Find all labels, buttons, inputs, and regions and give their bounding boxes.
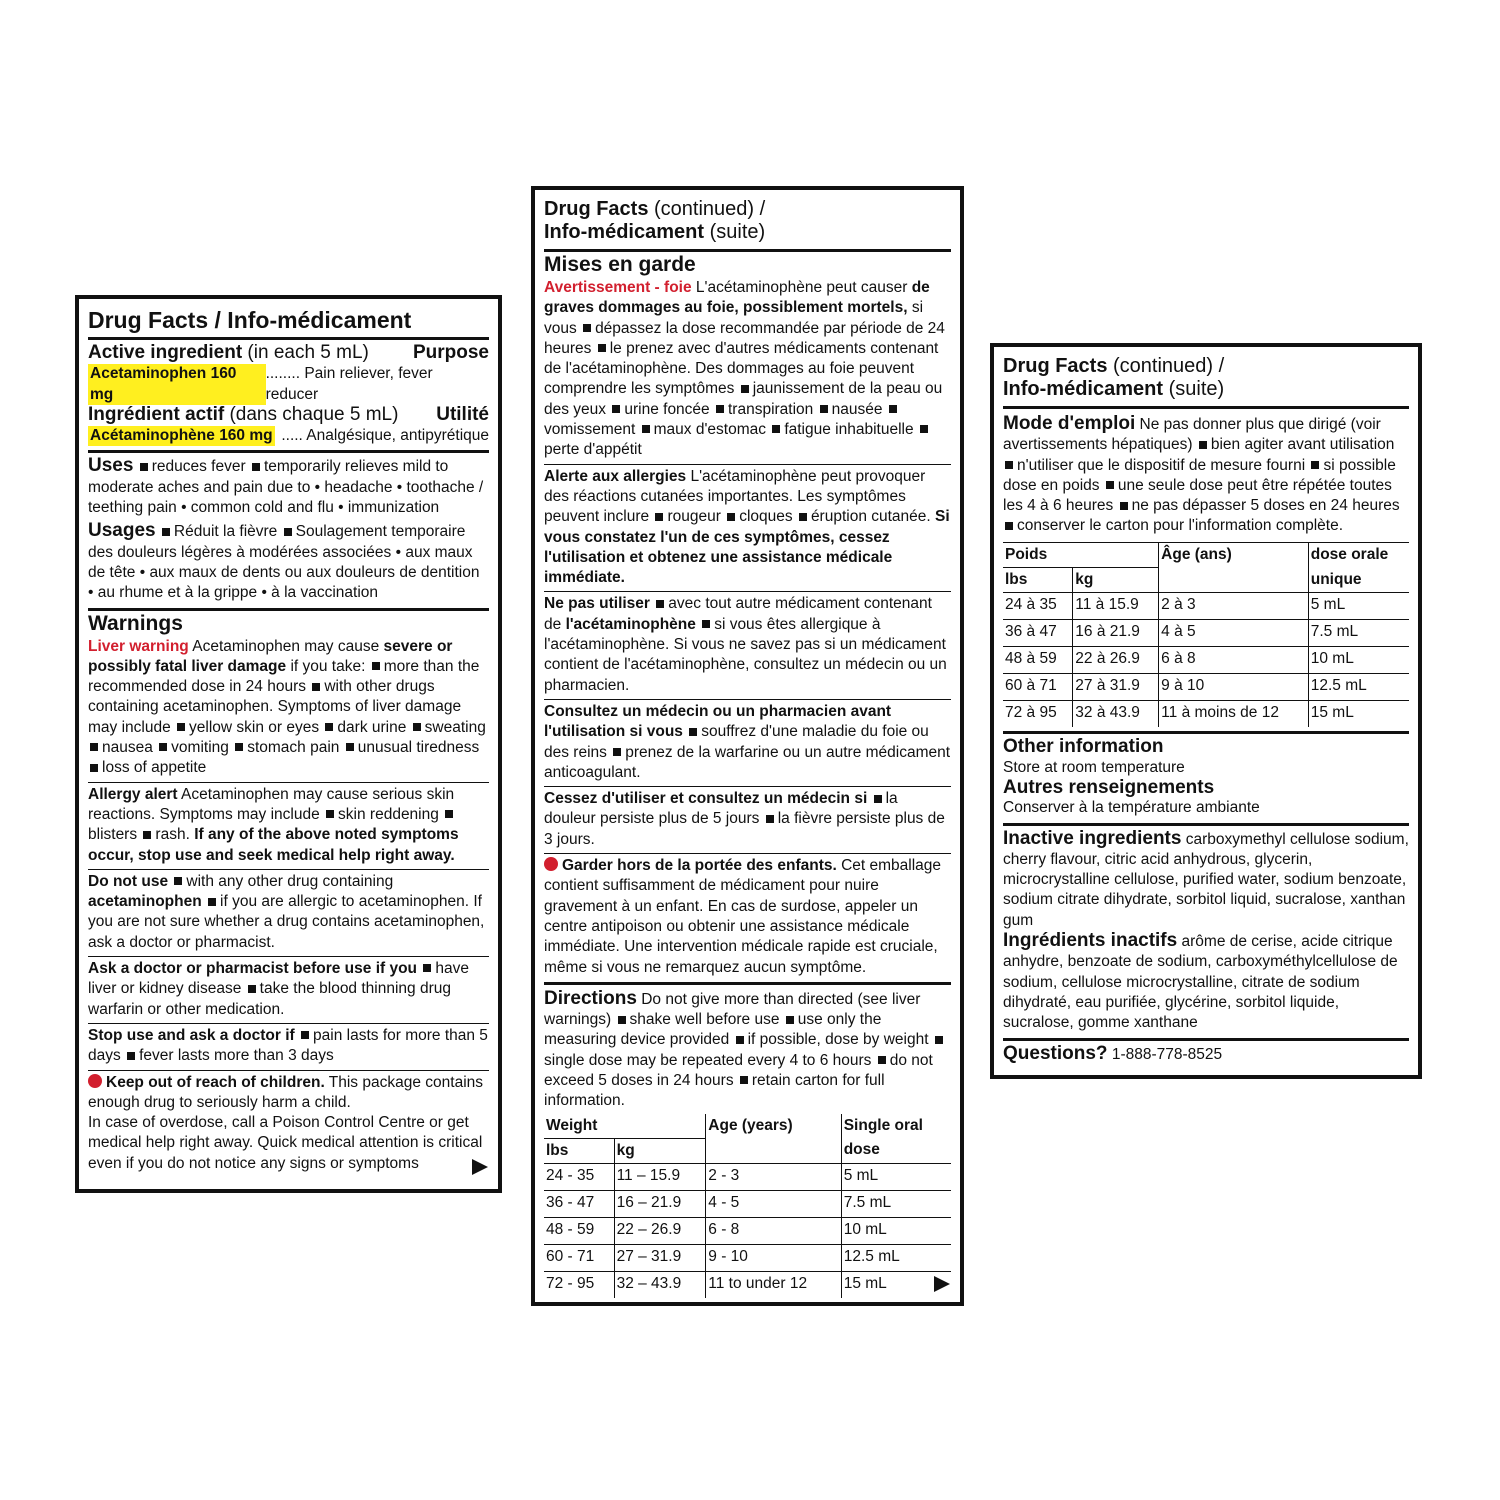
other-information-section — [1003, 734, 1409, 825]
bullet-square-icon — [618, 1016, 626, 1024]
foie-b1: dépassez la dose recommandée par période de 24 heures — [544, 319, 945, 357]
bullet-square-icon — [326, 810, 334, 818]
bullet-square-icon — [248, 985, 256, 993]
allergie-bold: Si vous constatez l'un de ces symptômes, cessez l'utilisation et obtenez une assistance médicale immédiate. — [544, 508, 950, 587]
uses-text-2: temporarily relieves mild to moderate aches and pain due to • headache • toothache / teething pain • common cold and flu • immunization — [88, 458, 484, 517]
dosing-table-cell: 16 – 21.9 — [614, 1191, 706, 1218]
garder-label: Garder hors de la portée des enfants. — [562, 857, 837, 875]
th-dose-fr: dose orale — [1310, 545, 1389, 563]
warnings-section — [88, 611, 489, 1178]
active-heading: Active ingredient — [88, 342, 243, 363]
drug-facts-panel-1 — [75, 295, 502, 1193]
th-dose2: dose — [841, 1138, 951, 1163]
allergy-text: Acetaminophen may cause serious skin reactions. Symptoms may include — [88, 785, 455, 823]
ingredient-highlight: Acetaminophen 160 mg — [88, 364, 266, 405]
bullet-square-icon — [1120, 502, 1128, 510]
inactive-text: carboxymethyl cellulose sodium, cherry flavour, citric acid anhydrous, glycerin, microcrystalline cellulose, purified water, sodium benzoate, sodium citrate dihydrate, sorbitol liquid, sucralose, xanthan gum — [1003, 830, 1409, 929]
mode-b5: ne pas dépasser 5 doses en 24 heures — [1131, 497, 1400, 515]
allergie-b3: éruption cutanée. — [810, 508, 936, 526]
dosage-table-fr-row — [1003, 701, 1409, 728]
dosage-table-fr-cell: 72 à 95 — [1003, 701, 1073, 728]
stop-use — [88, 1024, 489, 1071]
bullet-square-icon — [372, 662, 380, 670]
bullet-square-icon — [598, 344, 606, 352]
nepas-text-1: avec tout autre médicament contenant de — [544, 595, 932, 633]
dosing-table-cell: 5 mL — [841, 1164, 951, 1191]
ne-pas-utiliser — [544, 592, 951, 699]
title-note: (continued) / — [648, 198, 766, 220]
warnings-heading: Warnings — [88, 611, 183, 635]
title-note: (continued) / — [1107, 355, 1225, 377]
title-bold: Drug Facts — [544, 198, 649, 220]
other-heading: Other information — [1003, 736, 1164, 758]
liver-b2: with other drugs containing acetaminophen. Symptoms of liver damage may include — [88, 678, 462, 736]
liver-b9: unusual tiredness — [357, 739, 480, 757]
dosing-table-row — [544, 1218, 951, 1245]
cessez-text-1: la douleur persiste plus de 5 jours — [544, 790, 898, 828]
bullet-square-icon — [1106, 481, 1114, 489]
th-poids: Poids — [1003, 542, 1159, 567]
consultez-medecin — [544, 700, 951, 787]
ask-text-1: have liver or kidney disease — [88, 960, 469, 998]
uses-text-1: reduces fever — [151, 458, 246, 476]
dosage-table-fr-row — [1003, 647, 1409, 674]
keep-text-2: In case of overdose, call a Poison Control Centre or get medical help right away. Quick medical attention is critical even if you do not notice any signs or symptoms — [88, 1114, 483, 1172]
allergy-bold: If any of the above noted symptoms occur, stop use and seek medical help right away. — [88, 826, 459, 864]
allergie-label: Alerte aux allergies — [544, 467, 687, 485]
drug-facts-panel-3 — [990, 343, 1422, 1079]
fr-purpose-text: ..... Analgésique, antipyrétique — [281, 427, 489, 445]
mode-emploi-section — [1003, 409, 1409, 734]
autres-heading: Autres renseignements — [1003, 776, 1215, 798]
dosing-table-cell: 22 – 26.9 — [614, 1218, 706, 1245]
bullet-square-icon — [766, 815, 774, 823]
bullet-square-icon — [1005, 522, 1013, 530]
dosing-table-cell: 12.5 mL — [841, 1245, 951, 1272]
liver-b6: nausea — [102, 739, 153, 757]
cessez-label: Cessez d'utiliser et consultez un médecin si — [544, 790, 868, 808]
bullet-square-icon — [127, 1052, 135, 1060]
bullet-square-icon — [656, 600, 664, 608]
panel-title — [544, 193, 951, 252]
stop-text-2: fever lasts more than 3 days — [139, 1047, 334, 1065]
dosage-table-fr-cell: 22 à 26.9 — [1073, 647, 1159, 674]
red-dot-icon — [88, 1074, 102, 1088]
foie-b3: jaunissement de la peau ou des yeux — [544, 380, 943, 418]
foie-bold: de graves dommages au foie, possiblement mortels, — [544, 279, 930, 317]
dosage-table-fr-cell: 11 à moins de 12 — [1159, 701, 1309, 728]
nepas-label: Ne pas utiliser — [544, 595, 650, 613]
bullet-square-icon — [772, 425, 780, 433]
directions-b1: shake well before use — [629, 1011, 780, 1029]
bullet-square-icon — [252, 463, 260, 471]
dosing-table-cell: 48 - 59 — [544, 1218, 614, 1245]
bullet-square-icon — [716, 405, 724, 413]
bullet-square-icon — [612, 405, 620, 413]
ask-label: Ask a doctor or pharmacist before use if you — [88, 960, 418, 978]
dosing-table-cell: 4 - 5 — [706, 1191, 841, 1218]
th-age: Age (years) — [706, 1114, 841, 1164]
liver-b3: yellow skin or eyes — [189, 718, 320, 736]
bullet-square-icon — [235, 743, 243, 751]
inactifs-heading: Ingrédients inactifs — [1003, 930, 1178, 952]
dosage-table-fr-cell: 4 à 5 — [1159, 620, 1309, 647]
foie-text-2: si vous — [544, 299, 924, 337]
bullet-square-icon — [583, 324, 591, 332]
bullet-square-icon — [820, 405, 828, 413]
allergy-label: Allergy alert — [88, 785, 178, 803]
directions-b5: do not exceed 5 doses in 24 hours — [544, 1051, 933, 1089]
do-not-use-text-1: with any other drug containing — [186, 872, 394, 890]
nepas-text-2: si vous êtes allergique à l'acétaminophène. Si vous ne savez pas si un médicament contient de l'acétaminophène, consultez un médecin ou un pharmacien. — [544, 615, 947, 694]
usages-text-2: Soulagement temporaire des douleurs légères à modérées associées • aux maux de tête • aux maux de dents ou aux douleurs de dentition • au rhume et à la grippe • à la vaccination — [88, 523, 480, 602]
liver-b8: stomach pain — [247, 739, 340, 757]
usages-heading: Usages — [88, 520, 156, 542]
bullet-square-icon — [878, 1056, 886, 1064]
dosage-table-fr-cell: 48 à 59 — [1003, 647, 1073, 674]
dosing-table-cell: 7.5 mL — [841, 1191, 951, 1218]
mode-b3: si possible dose en poids — [1003, 456, 1396, 494]
allergie-b1: rougeur — [667, 508, 721, 526]
continue-arrow-icon — [472, 1159, 488, 1175]
consultez-label: Consultez un médecin ou un pharmacien avant l'utilisation si vous — [544, 702, 892, 741]
dosage-table-fr-cell: 24 à 35 — [1003, 593, 1073, 620]
foie-b4: urine foncée — [624, 400, 710, 418]
do-not-use-bold: acetaminophen — [88, 893, 202, 911]
liver-b7: vomiting — [171, 739, 229, 757]
liver-b4: dark urine — [337, 718, 407, 736]
allergie-b2: cloques — [739, 508, 793, 526]
dosing-table — [544, 1114, 951, 1299]
garder-text: Cet emballage contient suffisamment de médicament pour nuire gravement à un enfant. En cas de surdose, appeler un centre antipoison ou obtenir une assistance médicale immédiate. Une intervention médicale rapide est cruciale, même si vous ne remarquez aucun symptôme. — [544, 857, 942, 976]
liver-text-2: if you take: — [286, 657, 366, 675]
active-note: (in each 5 mL) — [242, 342, 369, 363]
avertissement-foie — [544, 276, 951, 465]
bullet-square-icon — [740, 1076, 748, 1084]
bullet-square-icon — [208, 898, 216, 906]
mode-text: Ne pas donner plus que dirigé (voir avertissements hépatiques) — [1003, 416, 1381, 454]
mode-b1: bien agiter avant utilisation — [1210, 436, 1395, 454]
bullet-square-icon — [613, 748, 621, 756]
active-ingredient-section — [88, 340, 489, 453]
bullet-square-icon — [736, 1036, 744, 1044]
title2-note: (suite) — [1163, 378, 1225, 400]
purpose-text: ........ Pain reliever, fever reducer — [265, 365, 433, 403]
dosing-table-row — [544, 1164, 951, 1191]
th-lbs-fr: lbs — [1003, 568, 1073, 593]
do-not-use — [88, 870, 489, 957]
bullet-square-icon — [642, 425, 650, 433]
ask-doctor — [88, 957, 489, 1024]
dosage-table-fr-cell: 9 à 10 — [1159, 674, 1309, 701]
th-weight: Weight — [544, 1114, 706, 1139]
purpose-label: Purpose — [412, 342, 489, 363]
allergy-b1: skin reddening — [338, 805, 439, 823]
foie-b2: le prenez avec d'autres médicaments contenant de l'acétaminophène. Des dommages au foie peuvent comprendre les symptômes — [544, 339, 939, 398]
directions-b4: single dose may be repeated every 4 to 6 hours — [544, 1051, 872, 1069]
cessez-utiliser — [544, 787, 951, 854]
mode-b4: une seule dose peut être répétée toutes les 4 à 6 heures — [1003, 476, 1392, 515]
foie-b8: maux d'estomac — [653, 421, 766, 439]
mode-b2: n'utiliser que le dispositif de mesure fourni — [1017, 456, 1306, 474]
fr-active-heading: Ingrédient actif — [88, 403, 225, 425]
dosage-table-fr-cell: 36 à 47 — [1003, 620, 1073, 647]
th-lbs: lbs — [544, 1138, 614, 1163]
th-kg: kg — [614, 1138, 706, 1163]
bullet-square-icon — [920, 425, 928, 433]
bullet-square-icon — [1005, 461, 1013, 469]
title2-bold: Info-médicament — [1003, 378, 1164, 400]
dosage-table-fr-cell: 7.5 mL — [1308, 620, 1409, 647]
dosing-table-cell: 60 - 71 — [544, 1245, 614, 1272]
th-dose2-fr: unique — [1308, 568, 1409, 593]
dosage-table-fr-cell: 2 à 3 — [1159, 593, 1309, 620]
bullet-square-icon — [143, 831, 151, 839]
dosage-table-fr-cell: 10 mL — [1308, 647, 1409, 674]
keep-label: Keep out of reach of children. — [106, 1073, 325, 1091]
dosing-table-row — [544, 1191, 951, 1218]
dosing-table-cell: 36 - 47 — [544, 1191, 614, 1218]
stop-label: Stop use and ask a doctor if — [88, 1026, 295, 1044]
bullet-square-icon — [741, 385, 749, 393]
allergy-b2: blisters — [88, 826, 138, 844]
red-dot-icon — [544, 857, 558, 871]
dosing-table-row — [544, 1245, 951, 1272]
dosing-table-row — [544, 1272, 951, 1299]
panel-title: Drug Facts / Info-médicament — [88, 302, 489, 340]
directions-section — [544, 985, 951, 1302]
cessez-text-2: la fièvre persiste plus de 3 jours. — [544, 810, 945, 848]
bullet-square-icon — [445, 810, 453, 818]
dosage-table-fr-cell: 6 à 8 — [1159, 647, 1309, 674]
stop-text-1: pain lasts for more than 5 days — [88, 1026, 488, 1065]
dosage-table-fr — [1003, 542, 1409, 728]
autres-text: Conserver à la température ambiante — [1003, 799, 1260, 817]
dosing-table-cell: 10 mL — [841, 1218, 951, 1245]
directions-b2: use only the measuring device provided — [544, 1011, 882, 1049]
liver-b10: loss of appetite — [102, 759, 207, 777]
consultez-text-1: souffrez d'une maladie du foie ou des reins — [544, 723, 929, 761]
bullet-square-icon — [90, 764, 98, 772]
bullet-square-icon — [140, 463, 148, 471]
bullet-square-icon — [90, 743, 98, 751]
bullet-square-icon — [177, 723, 185, 731]
th-dose: Single oral — [843, 1116, 923, 1134]
foie-b6: nausée — [831, 400, 883, 418]
bullet-square-icon — [174, 877, 182, 885]
foie-b7: vomissement — [544, 421, 636, 439]
directions-b3: if possible, dose by weight — [747, 1031, 929, 1049]
directions-b6: retain carton for full information. — [544, 1071, 885, 1110]
uses-section — [88, 453, 489, 610]
other-text: Store at room temperature — [1003, 758, 1185, 776]
liver-b1: more than the recommended dose in 24 hours — [88, 657, 480, 696]
nepas-bold: l'acétaminophène — [565, 615, 696, 633]
bullet-square-icon — [423, 964, 431, 972]
directions-heading: Directions — [544, 987, 637, 1009]
dosing-table-cell: 24 - 35 — [544, 1164, 614, 1191]
alerte-allergies — [544, 465, 951, 593]
garder-hors-portee — [544, 854, 951, 978]
foie-b5: transpiration — [727, 400, 814, 418]
bullet-square-icon — [301, 1031, 309, 1039]
mode-b6: conserver le carton pour l'information complète. — [1017, 517, 1344, 535]
bullet-square-icon — [727, 513, 735, 521]
questions-label: Questions? — [1003, 1042, 1108, 1064]
bullet-square-icon — [935, 1036, 943, 1044]
do-not-use-text-2: if you are allergic to acetaminophen. If you are not sure whether a drug contains acetaminophen, ask a doctor or pharmacist. — [88, 893, 485, 951]
consultez-text-2: prenez de la warfarine ou un autre médicament anticoagulant. — [544, 743, 951, 781]
dosage-table-fr-row — [1003, 620, 1409, 647]
foie-b10: perte d'appétit — [544, 441, 642, 459]
directions-text: Do not give more than directed (see liver warnings) — [544, 990, 921, 1029]
dosage-table-fr-cell: 27 à 31.9 — [1073, 674, 1159, 701]
dosing-table-cell: 6 - 8 — [706, 1218, 841, 1245]
bullet-square-icon — [413, 723, 421, 731]
inactifs-text: arôme de cerise, acide citrique anhydre, benzoate de sodium, carboxyméthylcellulose de sodium, cellulose microcrystalline, citrate de sodium dihydraté, eau purifiée, glycérine, sorbitol liquide, sucralose, gomme xanthane — [1003, 933, 1398, 1032]
fr-ingredient-highlight: Acétaminophène 160 mg — [88, 426, 275, 446]
title2-bold: Info-médicament — [544, 221, 705, 243]
bullet-square-icon — [162, 528, 170, 536]
bullet-square-icon — [346, 743, 354, 751]
dosing-table-cell: 11 – 15.9 — [614, 1164, 706, 1191]
do-not-use-label: Do not use — [88, 872, 169, 890]
foie-b9: fatigue inhabituelle — [784, 421, 914, 439]
dosing-table-cell: 32 – 43.9 — [614, 1272, 706, 1299]
liver-b5: sweating — [424, 718, 486, 736]
title2-note: (suite) — [704, 221, 766, 243]
dosage-table-fr-row — [1003, 593, 1409, 620]
foie-text-1: L'acétaminophène peut causer — [691, 279, 912, 296]
keep-text-1: This package contains enough drug to seriously harm a child. — [88, 1073, 484, 1111]
liver-text-1: Acetaminophen may cause — [188, 637, 384, 655]
th-kg-fr: kg — [1073, 568, 1159, 593]
questions-section — [1003, 1041, 1409, 1069]
keep-out-of-reach — [88, 1071, 489, 1174]
liver-warning — [88, 635, 489, 783]
liver-warning-label: Liver warning — [88, 637, 189, 655]
foie-label: Avertissement - foie — [544, 279, 692, 296]
dosage-table-fr-cell: 32 à 43.9 — [1073, 701, 1159, 728]
inactive-ingredients-section — [1003, 826, 1409, 1041]
dosing-table-cell: 2 - 3 — [706, 1164, 841, 1191]
liver-bold: severe or possibly fatal liver damage — [88, 637, 453, 675]
mises-en-garde-section — [544, 252, 951, 985]
bullet-square-icon — [1199, 441, 1207, 449]
dosage-table-fr-row — [1003, 674, 1409, 701]
fr-purpose-label: Utilité — [436, 403, 489, 425]
inactive-heading: Inactive ingredients — [1003, 827, 1182, 849]
dosing-table-cell: 27 – 31.9 — [614, 1245, 706, 1272]
bullet-square-icon — [312, 683, 320, 691]
questions-phone: 1-888-778-8525 — [1107, 1045, 1223, 1063]
fr-active-note: (dans chaque 5 mL) — [224, 403, 399, 425]
bullet-square-icon — [655, 513, 663, 521]
bullet-square-icon — [889, 405, 897, 413]
dosing-table-cell: 72 - 95 — [544, 1272, 614, 1299]
usages-text-1: Réduit la fièvre — [173, 523, 278, 541]
bullet-square-icon — [689, 728, 697, 736]
dosing-table-cell: 15 mL — [843, 1275, 887, 1293]
dosage-table-fr-cell: 11 à 15.9 — [1073, 593, 1159, 620]
bullet-square-icon — [284, 528, 292, 536]
bullet-square-icon — [799, 513, 807, 521]
uses-heading: Uses — [88, 455, 134, 477]
dosage-table-fr-cell: 60 à 71 — [1003, 674, 1073, 701]
bullet-square-icon — [874, 795, 882, 803]
ask-text-2: take the blood thinning drug warfarin or other medication. — [88, 980, 451, 1018]
allergy-alert — [88, 783, 489, 870]
bullet-square-icon — [159, 743, 167, 751]
dosing-table-cell: 9 - 10 — [706, 1245, 841, 1272]
title-bold: Drug Facts — [1003, 355, 1108, 377]
dosage-table-fr-cell: 12.5 mL — [1308, 674, 1409, 701]
bullet-square-icon — [786, 1016, 794, 1024]
dosing-table-cell: 11 to under 12 — [706, 1272, 841, 1299]
th-age-fr: Âge (ans) — [1159, 542, 1309, 593]
allergy-b3: rash. — [155, 826, 195, 844]
continue-arrow-icon — [934, 1276, 950, 1292]
panel-title — [1003, 350, 1409, 409]
drug-facts-panel-2 — [531, 186, 964, 1306]
bullet-square-icon — [702, 620, 710, 628]
allergie-text: L'acétaminophène peut provoquer des réactions cutanées importantes. Les symptômes peuvent inclure — [544, 467, 926, 526]
dosage-table-fr-cell: 5 mL — [1308, 593, 1409, 620]
bullet-square-icon — [325, 723, 333, 731]
bullet-square-icon — [1311, 461, 1319, 469]
dosage-table-fr-cell: 16 à 21.9 — [1073, 620, 1159, 647]
dosage-table-fr-cell: 15 mL — [1310, 704, 1354, 722]
mises-heading: Mises en garde — [544, 253, 696, 276]
mode-heading: Mode d'emploi — [1003, 413, 1136, 434]
